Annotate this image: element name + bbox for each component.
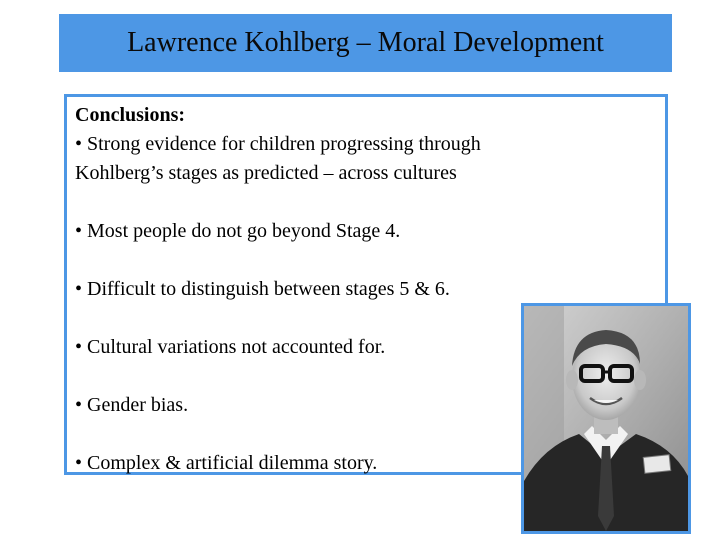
bullet-1-line-1: • Strong evidence for children progressing through [75, 133, 481, 155]
portrait-photo [521, 303, 691, 534]
bullet-5: • Gender bias. [75, 394, 189, 416]
portrait-photo-icon [524, 306, 688, 531]
bullet-2: • Most people do not go beyond Stage 4. [75, 220, 401, 242]
conclusions-heading: Conclusions: [75, 104, 186, 126]
bullet-3: • Difficult to distinguish between stages 5 & 6. [75, 278, 450, 300]
bullet-4: • Cultural variations not accounted for. [75, 336, 386, 358]
slide-title: Lawrence Kohlberg – Moral Development [127, 27, 604, 58]
bullet-1-line-2: Kohlberg’s stages as predicted – across cultures [75, 162, 457, 184]
slide-title-banner [59, 14, 672, 72]
bullet-6: • Complex & artificial dilemma story. [75, 452, 378, 474]
